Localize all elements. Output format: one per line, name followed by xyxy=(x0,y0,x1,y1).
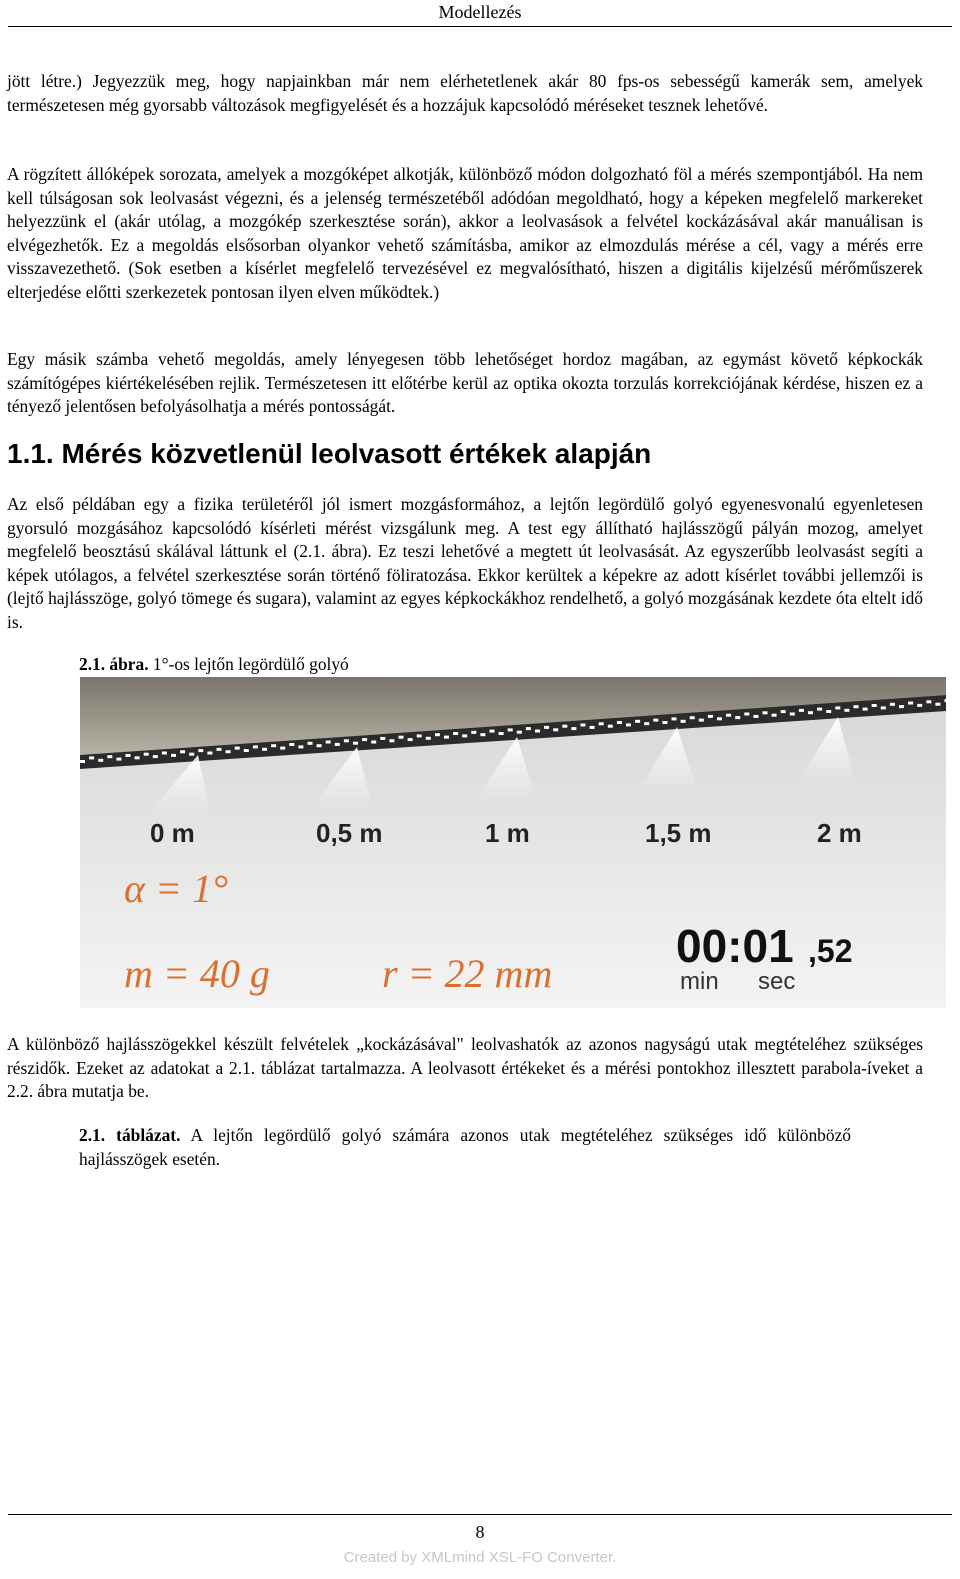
converter-credit xyxy=(0,1549,960,1566)
distance-mark-2: 1 m xyxy=(485,818,530,848)
table-caption xyxy=(79,1124,851,1171)
figure-incline-photo xyxy=(80,677,946,1008)
credit-prefix: Created by xyxy=(343,1549,422,1566)
figure-caption xyxy=(79,653,349,677)
paragraph-4: Az első példában egy a fizika területéről jól ismert mozgásformához, a lejtőn legördülő golyó egyenesvonalú egyenletesen gyorsuló mozgásához kapcsolódó kísérleti mérést vizsgálunk meg. A test egy állítható hajlásszögű pályán mozog, amelyet megfelelő beosztású skálával láttunk el (2.1. ábra). Ez teszi lehetővé a megtett út leolvasását. Az egyszerűbb leolvasást segíti a képek utólagos, a felvétel szerkesztése során történő föliratozása. Ekkor kerültek a képekre az adott kísérlet további jellemzői is (lejtő hajlásszöge, golyó tömege és sugara), valamint az egyes képkockákhoz rendelhető, a golyó mozgásának kezdete óta eltelt idő is. xyxy=(7,494,923,632)
distance-mark-4: 2 m xyxy=(817,818,862,848)
header-rule xyxy=(8,26,952,27)
timer-fraction: ,52 xyxy=(808,933,853,969)
paragraph-2: A rögzített állóképek sorozata, amelyek a mozgóképet alkotják, különböző módon dolgozható föl a mérés szempontjából. Ha nem kell túlságosan sok leolvasást végezni, és a jelenség természetéből adódóan megoldható, hogy a képeken megfelelő markereket helyezzünk el (akár utólag, a mozgókép szerkesztése során), akkor a leolvasások a felvétel kockázásával akár manuálisan is elvégezhetők. Ez a megoldás elsősorban olyankor vehető számításba, amikor az elmozdulás mérése a cél, vagy a mérés erre visszavezethető. (Sok esetben a kísérlet megfelelő tervezésével ez megvalósítható, hiszen a digitális kijelzésű mérőműszerek elterjedése előtti szerkezetek pontosan ilyen elven működtek.) xyxy=(7,164,923,302)
radius-label: r = 22 mm xyxy=(382,951,553,996)
timer-main: 00:01 xyxy=(676,920,794,972)
paragraph-1: jött létre.) Jegyezzük meg, hogy napjainkban már nem elérhetetlenek akár 80 fps-os sebességű kamerák sem, amelyek természetesen még gyorsabb változások megfigyelését és a hozzájuk kapcsolódó méréseket tesznek lehetővé. xyxy=(7,71,923,115)
mass-label: m = 40 g xyxy=(124,951,270,996)
distance-mark-3: 1,5 m xyxy=(645,818,712,848)
page-header-title: Modellezés xyxy=(438,2,522,22)
timer-unit-min: min xyxy=(680,968,719,995)
table-label: 2.1. táblázat. xyxy=(79,1125,181,1145)
page-number: 8 xyxy=(475,1522,485,1542)
footer-rule xyxy=(8,1514,952,1515)
credit-suffix: . xyxy=(612,1549,617,1566)
table-caption-text: A lejtőn legördülő golyó számára azonos utak megtételéhez szükséges idő különböző hajlásszögek esetén. xyxy=(79,1125,851,1169)
distance-mark-1: 0,5 m xyxy=(316,818,383,848)
distance-mark-0: 0 m xyxy=(150,818,195,848)
figure-label: 2.1. ábra. xyxy=(79,654,149,674)
paragraph-5: A különböző hajlásszögekkel készült felvételek „kockázásával" leolvashatók az azonos nagyságú utak megtételéhez szükséges részidők. Ezeket az adatokat a 2.1. táblázat tartalmazza. A leolvasott értékeket és a mérési pontokhoz illesztett parabola-íveket a 2.2. ábra mutatja be. xyxy=(7,1034,923,1101)
timer-unit-sec: sec xyxy=(758,968,796,995)
paragraph-3: Egy másik számba vehető megoldás, amely lényegesen több lehetőséget hordoz magában, az egymást követő képkockák számítógépes kiértékelésében rejlik. Természetesen itt előtérbe kerül az optika okozta torzulás korrekciójának kérdése, hiszen ez a tényező jelentősen befolyásolhatja a mérés pontosságát. xyxy=(7,349,923,416)
credit-tool-link[interactable]: XMLmind XSL-FO Converter xyxy=(421,1549,613,1566)
angle-label: α = 1° xyxy=(124,866,228,911)
section-heading: 1.1. Mérés közvetlenül leolvasott értékek alapján xyxy=(7,438,652,469)
figure-caption-text: 1°-os lejtőn legördülő golyó xyxy=(148,654,349,674)
